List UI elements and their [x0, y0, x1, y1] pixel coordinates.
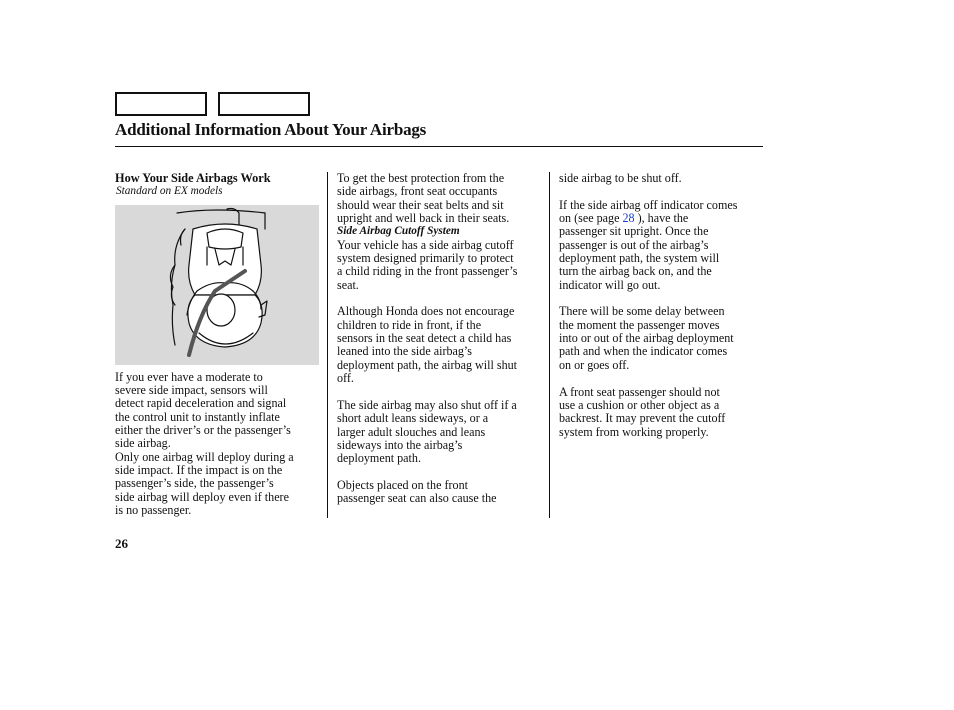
- page-link[interactable]: 28: [622, 211, 635, 226]
- column-right: [559, 172, 765, 439]
- section-tab-1[interactable]: [115, 92, 207, 116]
- column-middle: [337, 172, 545, 506]
- section-tab-2[interactable]: [218, 92, 310, 116]
- column-divider: [327, 172, 328, 518]
- paragraph: A front seat passenger should not use a cushion or other object as a backrest. It may prevent the cutoff system from working properly.: [559, 384, 726, 439]
- section-subheading: Side Airbag Cutoff System: [337, 225, 460, 238]
- column-divider: [549, 172, 550, 518]
- paragraph: Although Honda does not encourage children to ride in front, if the sensors in the seat detect a child has leaned into the side airbag’s deployment path, the airbag will shut off.: [337, 304, 518, 386]
- paragraph: Your vehicle has a side airbag cutoff system designed primarily to protect a child riding in the front passenger’s seat.: [337, 237, 518, 292]
- paragraph: side airbag to be shut off.: [559, 171, 682, 185]
- title-divider: [115, 146, 763, 147]
- paragraph: There will be some delay between the moment the passenger moves into or out of the airbag deployment path and when the indicator comes on or goes off.: [559, 304, 734, 372]
- paragraph: To get the best protection from the side airbags, front seat occupants should wear their seat belts and sit upright and well back in their seats.: [337, 171, 510, 226]
- paragraph-text: ), have the passenger sit upright. Once the passenger is out of the airbag’s deployment path, the system will turn the airbag back on, and the indicator will go out.: [559, 211, 720, 292]
- paragraph: [559, 199, 765, 292]
- paragraph-text: If the side airbag off indicator comes on (see page: [559, 197, 738, 226]
- page-number: 26: [115, 536, 128, 551]
- side-airbag-illustration: [115, 205, 319, 365]
- column-left: [115, 172, 320, 517]
- paragraph: Objects placed on the front passenger seat can also cause the: [337, 477, 497, 506]
- section-subheading: Standard on EX models: [116, 185, 223, 198]
- page-title: Additional Information About Your Airbags: [115, 120, 427, 139]
- paragraph: If you ever have a moderate to severe side impact, sensors will detect rapid deceleration and signal the control unit to instantly inflate either the driver’s or the passenger’s side airbag.: [115, 369, 291, 451]
- section-heading: How Your Side Airbags Work: [115, 171, 271, 185]
- paragraph: The side airbag may also shut off if a short adult leans sideways, or a larger adult slouches and leans sideways into the airbag’s deployment path.: [337, 397, 517, 466]
- paragraph: Only one airbag will deploy during a side impact. If the impact is on the passenger’s side, the passenger’s side airbag will deploy even if there is no passenger.: [115, 449, 294, 518]
